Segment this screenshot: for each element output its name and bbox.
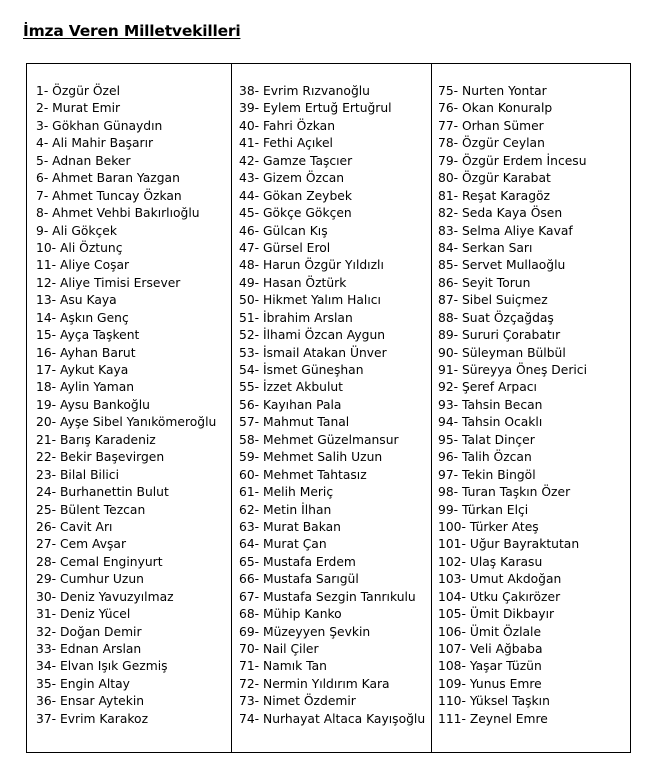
list-item: 39- Eylem Ertuğ Ertuğrul <box>239 101 392 116</box>
list-item: 21- Barış Karadeniz <box>36 432 156 447</box>
list-item: 74- Nurhayat Altaca Kayışoğlu <box>239 711 426 726</box>
list-item: 84- Serkan Sarı <box>438 240 533 255</box>
list-item: 62- Metin İlhan <box>239 502 332 517</box>
name-list-1 <box>27 64 231 728</box>
list-item: 40- Fahri Özkan <box>239 118 336 133</box>
list-item: 96- Talih Özcan <box>438 450 532 465</box>
list-item: 45- Gökçe Gökçen <box>239 206 352 221</box>
list-item: 78- Özgür Ceylan <box>438 136 545 151</box>
list-item: 109- Yunus Emre <box>438 676 542 691</box>
list-item: 31- Deniz Yücel <box>36 607 131 622</box>
list-item: 3- Gökhan Günaydın <box>36 118 163 133</box>
list-item: 86- Seyit Torun <box>438 275 531 290</box>
list-item: 93- Tahsin Becan <box>438 397 543 412</box>
table-column-2 <box>231 64 431 752</box>
list-item: 6- Ahmet Baran Yazgan <box>36 171 180 186</box>
list-item: 92- Şeref Arpacı <box>438 380 537 395</box>
list-item: 106- Ümit Özlale <box>438 624 542 639</box>
list-item: 22- Bekir Başevirgen <box>36 450 165 465</box>
list-item: 88- Suat Özçağdaş <box>438 310 554 325</box>
list-item: 23- Bilal Bilici <box>36 467 119 482</box>
signatories-table <box>26 63 631 753</box>
list-item: 35- Engin Altay <box>36 676 130 691</box>
list-item: 103- Umut Akdoğan <box>438 572 562 587</box>
list-item: 33- Ednan Arslan <box>36 642 142 656</box>
list-item: 30- Deniz Yavuzyılmaz <box>36 589 174 604</box>
list-item: 91- Süreyya Öneş Derici <box>438 363 587 377</box>
list-item: 18- Aylin Yaman <box>36 380 135 395</box>
list-item: 29- Cumhur Uzun <box>36 572 144 587</box>
list-item: 57- Mahmut Tanal <box>239 415 350 430</box>
list-item: 77- Orhan Sümer <box>438 118 544 133</box>
list-item: 100- Türker Ateş <box>438 519 539 534</box>
list-item: 7- Ahmet Tuncay Özkan <box>36 188 182 203</box>
list-item: 94- Tahsin Ocaklı <box>438 415 543 430</box>
list-item: 53- İsmail Atakan Ünver <box>239 345 387 360</box>
list-item: 72- Nermin Yıldırım Kara <box>239 676 390 691</box>
list-item: 46- Gülcan Kış <box>239 223 328 238</box>
table-column-1 <box>27 64 231 752</box>
list-item: 36- Ensar Aytekin <box>36 694 145 709</box>
list-item: 104- Utku Çakırözer <box>438 589 561 604</box>
list-item: 97- Tekin Bingöl <box>438 467 536 482</box>
list-item: 76- Okan Konuralp <box>438 101 553 116</box>
table-column-3 <box>431 64 630 752</box>
list-item: 34- Elvan Işık Gezmiş <box>36 659 168 674</box>
list-item: 49- Hasan Öztürk <box>239 275 347 290</box>
list-item: 58- Mehmet Güzelmansur <box>239 432 399 447</box>
list-item: 19- Aysu Bankoğlu <box>36 397 150 412</box>
list-item: 43- Gizem Özcan <box>239 171 345 186</box>
list-item: 81- Reşat Karagöz <box>438 188 550 203</box>
list-item: 85- Servet Mullaoğlu <box>438 258 566 273</box>
list-item: 10- Ali Öztunç <box>36 240 123 255</box>
list-item: 56- Kayıhan Pala <box>239 397 342 412</box>
list-item: 89- Sururi Çorabatır <box>438 328 561 343</box>
list-item: 80- Özgür Karabat <box>438 171 551 186</box>
list-item: 111- Zeynel Emre <box>438 711 548 726</box>
list-item: 4- Ali Mahir Başarır <box>36 136 154 151</box>
list-item: 52- İlhami Özcan Aygun <box>239 328 386 343</box>
list-item: 27- Cem Avşar <box>36 537 126 552</box>
list-item: 24- Burhanettin Bulut <box>36 485 169 500</box>
list-item: 54- İsmet Güneşhan <box>239 363 364 377</box>
list-item: 110- Yüksel Taşkın <box>438 694 550 709</box>
list-item: 44- Gökan Zeybek <box>239 188 352 203</box>
list-item: 79- Özgür Erdem İncesu <box>438 153 587 168</box>
list-item: 20- Ayşe Sibel Yanıkömeroğlu <box>36 415 217 430</box>
list-item: 32- Doğan Demir <box>36 624 142 639</box>
list-item: 105- Ümit Dikbayır <box>438 607 555 622</box>
list-item: 25- Bülent Tezcan <box>36 502 146 517</box>
list-item: 42- Gamze Taşcıer <box>239 153 353 168</box>
list-item: 82- Seda Kaya Ösen <box>438 206 563 221</box>
list-item: 73- Nimet Özdemir <box>239 694 356 709</box>
list-item: 68- Mühip Kanko <box>239 607 342 622</box>
list-item: 51- İbrahim Arslan <box>239 310 353 325</box>
list-item: 26- Cavit Arı <box>36 519 113 534</box>
list-item: 69- Müzeyyen Şevkin <box>239 624 371 639</box>
list-item: 95- Talat Dinçer <box>438 432 535 447</box>
list-item: 66- Mustafa Sarıgül <box>239 572 359 587</box>
list-item: 5- Adnan Beker <box>36 153 131 168</box>
list-item: 14- Aşkın Genç <box>36 310 129 325</box>
list-item: 1- Özgür Özel <box>36 84 120 98</box>
list-item: 90- Süleyman Bülbül <box>438 345 566 360</box>
list-item: 75- Nurten Yontar <box>438 84 547 98</box>
list-item: 55- İzzet Akbulut <box>239 380 343 395</box>
list-item: 59- Mehmet Salih Uzun <box>239 450 383 465</box>
list-item: 47- Gürsel Erol <box>239 240 331 255</box>
list-item: 17- Aykut Kaya <box>36 363 129 377</box>
list-item: 65- Mustafa Erdem <box>239 554 356 569</box>
list-item: 70- Nail Çiler <box>239 642 319 656</box>
list-item: 99- Türkan Elçi <box>438 502 529 517</box>
list-item: 101- Uğur Bayraktutan <box>438 537 580 552</box>
name-list-2 <box>232 64 431 728</box>
list-item: 28- Cemal Enginyurt <box>36 554 163 569</box>
list-item: 11- Aliye Coşar <box>36 258 130 273</box>
list-item: 48- Harun Özgür Yıldızlı <box>239 258 384 273</box>
list-item: 16- Ayhan Barut <box>36 345 136 360</box>
list-item: 37- Evrim Karakoz <box>36 711 149 726</box>
list-item: 41- Fethi Açıkel <box>239 136 333 151</box>
list-item: 67- Mustafa Sezgin Tanrıkulu <box>239 589 416 604</box>
list-item: 15- Ayça Taşkent <box>36 328 140 343</box>
list-item: 8- Ahmet Vehbi Bakırlıoğlu <box>36 206 200 221</box>
list-item: 60- Mehmet Tahtasız <box>239 467 367 482</box>
list-item: 83- Selma Aliye Kavaf <box>438 223 573 238</box>
list-item: 13- Asu Kaya <box>36 293 117 308</box>
list-item: 63- Murat Bakan <box>239 519 341 534</box>
list-item: 98- Turan Taşkın Özer <box>438 485 571 500</box>
list-item: 71- Namık Tan <box>239 659 327 674</box>
page-title: İmza Veren Milletvekilleri <box>23 22 241 40</box>
list-item: 64- Murat Çan <box>239 537 327 552</box>
list-item: 102- Ulaş Karasu <box>438 554 543 569</box>
list-item: 38- Evrim Rızvanoğlu <box>239 84 370 98</box>
list-item: 107- Veli Ağbaba <box>438 642 543 656</box>
name-list-3 <box>432 64 630 728</box>
list-item: 61- Melih Meriç <box>239 485 334 500</box>
list-item: 2- Murat Emir <box>36 101 121 116</box>
list-item: 108- Yaşar Tüzün <box>438 659 542 674</box>
list-item: 87- Sibel Suiçmez <box>438 293 548 308</box>
list-item: 12- Aliye Timisi Ersever <box>36 275 181 290</box>
list-item: 9- Ali Gökçek <box>36 223 117 238</box>
list-item: 50- Hikmet Yalım Halıcı <box>239 293 381 308</box>
